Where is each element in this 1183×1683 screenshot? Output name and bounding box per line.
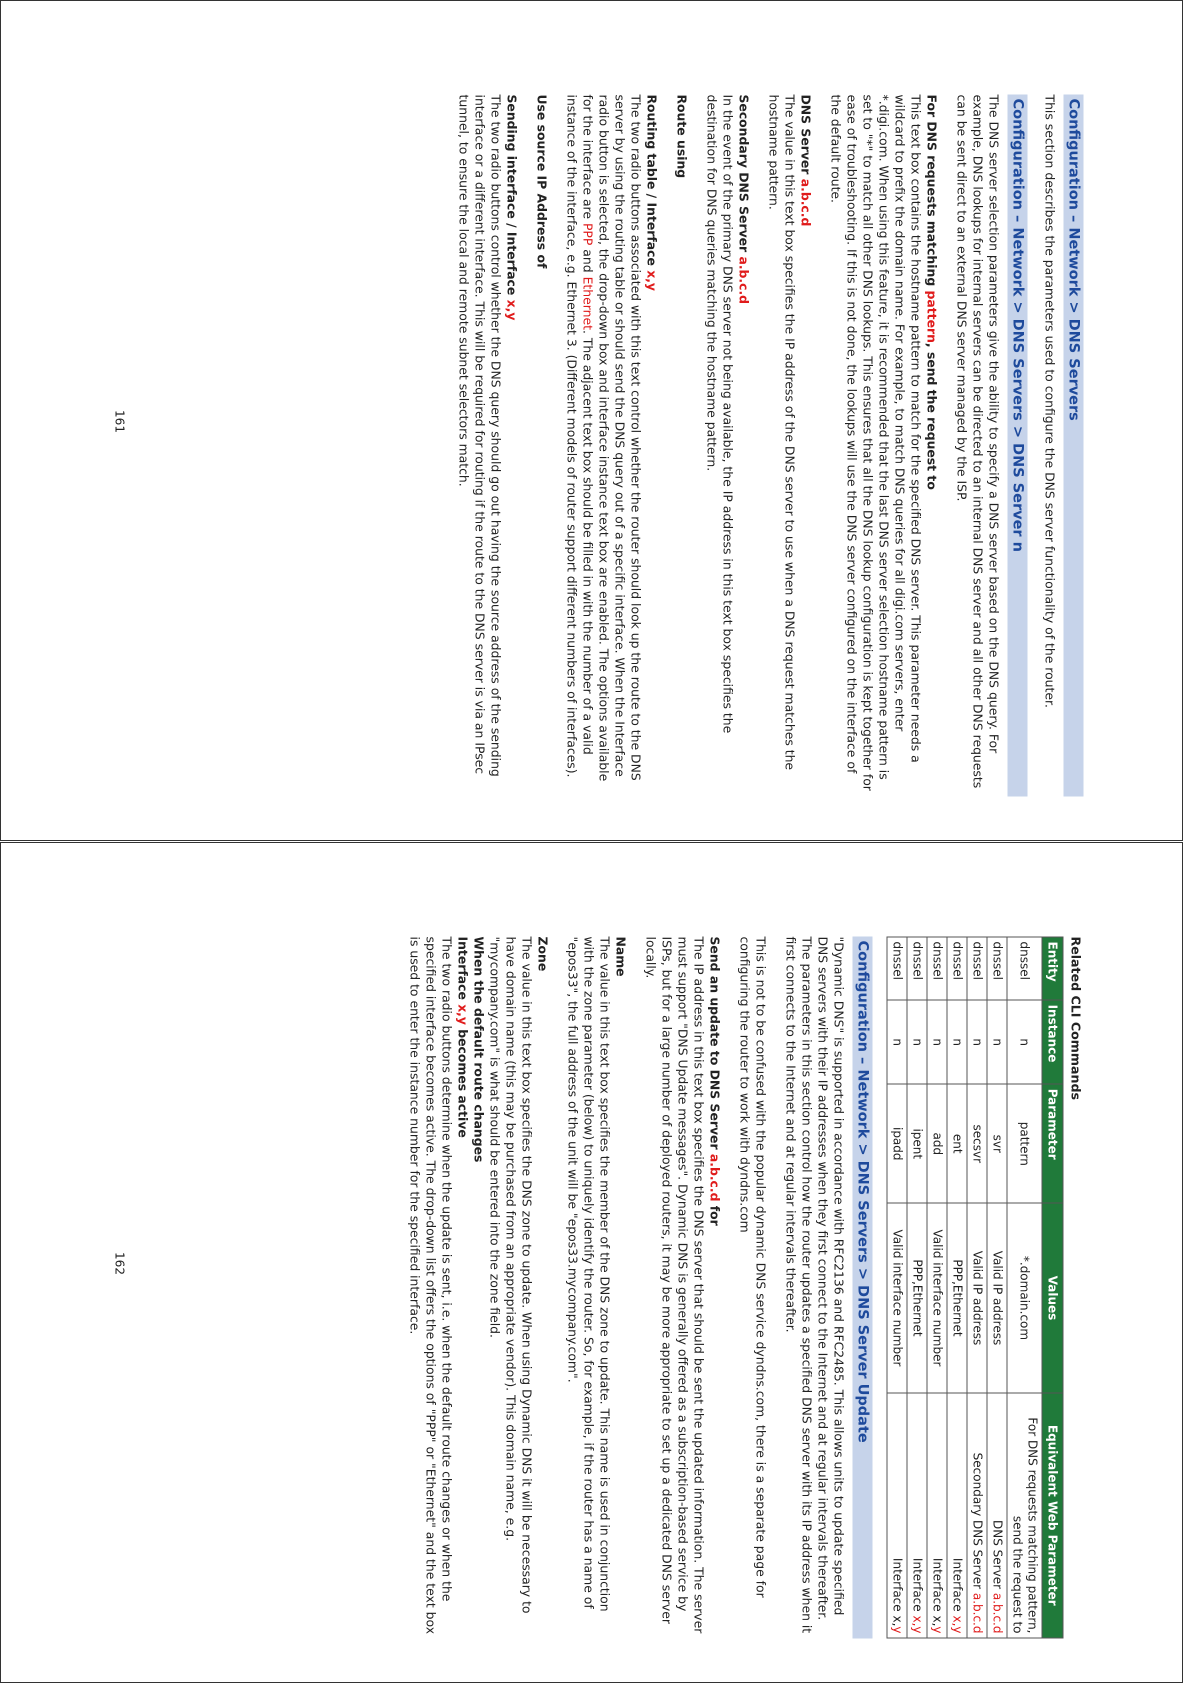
cell-entity: dnssel — [947, 937, 967, 1000]
cell-values: Valid IP address — [987, 1203, 1007, 1392]
table-row — [887, 937, 907, 1638]
use-source-heading: Use source IP Address of — [534, 94, 550, 269]
table-row — [927, 937, 947, 1638]
cell-parameter: ipent — [907, 1084, 927, 1203]
cell-web-parameter: Secondary DNS Server a.b.c.d — [967, 1393, 987, 1638]
cell-instance: n — [887, 1000, 907, 1084]
cell-instance: n — [967, 1000, 987, 1084]
cell-parameter: pattern — [1007, 1084, 1042, 1203]
cell-entity: dnssel — [967, 937, 987, 1000]
cell-instance: n — [1007, 1000, 1042, 1084]
page-162 — [0, 842, 1183, 1683]
pattern-block — [828, 95, 940, 797]
cell-values: *.domain.com — [1007, 1203, 1042, 1392]
default-route-heading: When the default route changes — [471, 936, 487, 1163]
page-162-rotated — [1, 844, 1183, 1683]
pattern-body: This text box contains the hostname pattern to match for the specified DNS server. This parameter needs a wildcard to prefix the domain name. For example, to match DNS queries for all digi.com servers, enter *.digi.com. When using this feature, it is recommended that the last DNS server selection hostname pattern is set to "*" to match all other DNS lookups. This ensures that all the DNS lookup configuration is kept together for ease of troubleshooting. If this is not done, the lookups will use the DNS server configured on the interface of the default route. — [828, 94, 924, 791]
sending-block — [456, 95, 520, 797]
dns-server-body: The value in this text box specifies the IP address of the DNS server to use when a DNS request matches the hostname pattern. — [766, 94, 798, 771]
name-heading: Name — [613, 936, 629, 977]
cell-web-parameter: For DNS requests matching pattern, send the request to — [1007, 1393, 1042, 1638]
cell-web-parameter: Interface x,y — [927, 1393, 947, 1638]
dns-server-heading: DNS Server a.b.c.d — [798, 94, 814, 227]
name-block — [565, 937, 629, 1639]
interface-active-body: The two radio buttons determine when the update is sent, i.e. when the default route changes or when the specified interface becomes active. The drop-down list offers the options of "PPP" or "Ethernet" and the text box is used to enter the instance number for the specified interface. — [407, 936, 455, 1635]
cell-web-parameter: Interface x,y — [887, 1393, 907, 1638]
cell-parameter: ipadd — [887, 1084, 907, 1203]
page-161-content — [442, 95, 1084, 797]
table-body — [887, 937, 1042, 1638]
section-intro: This section describes the parameters used to configure the DNS server functionality of the router. — [1042, 94, 1058, 708]
cell-instance: n — [947, 1000, 967, 1084]
dns-server-block — [766, 95, 814, 797]
cell-values: PPP,Ethernet — [947, 1203, 967, 1392]
header-entity: Entity — [1042, 937, 1063, 1000]
cell-values: Valid interface number — [927, 1203, 947, 1392]
cell-values: Valid IP address — [967, 1203, 987, 1392]
section-intro: "Dynamic DNS" is supported in accordance with RFC2136 and RFC2485. This allows units to update specified DNS servers with their IP addresses when they first connect to the Internet and at regular intervals thereafter. The parameters in this section control how the router updates a specified DNS server with its IP address when it first connects to the Internet and at regular intervals thereafter. — [783, 936, 847, 1634]
sending-body: The two radio buttons control whether the DNS query should go out having the source address of the sending interface or a different interface. This will be required for routing if the route to the DNS server is via an IPsec tunnel, to ensure the local and remote subnet selectors match. — [456, 94, 504, 777]
header-values: Values — [1042, 1203, 1063, 1392]
table-row — [967, 937, 987, 1638]
send-update-body: The IP address in this text box specifies the DNS server that should be sent the updated information. The server must support "DNS Update messages". Dynamic DNS is generally offered as a subscription-based service by ISPs, but for a large number of deployed routers, it may be more appropriate to set up a dedicated DNS server locally. — [643, 936, 707, 1634]
table-row — [1007, 937, 1042, 1638]
secondary-dns-block — [704, 95, 752, 797]
cell-parameter: secsvr — [967, 1084, 987, 1203]
sending-heading: Sending interface / Interface x,y — [504, 94, 520, 321]
cell-entity: dnssel — [987, 937, 1007, 1000]
routing-heading: Routing table / Interface x,y — [644, 94, 660, 291]
subsection-title: Configuration – Network > DNS Servers > DNS Server n — [1008, 95, 1028, 797]
table-title: Related CLI Commands — [1068, 936, 1084, 1100]
dyndns-note: This is not to be confused with the popular dynamic DNS service dyndns.com, there is a separate page for configuring the router to work with dyndns.com — [737, 936, 769, 1598]
interface-active-block — [407, 937, 471, 1639]
header-web-parameter: Equivalent Web Parameter — [1042, 1393, 1063, 1638]
cell-instance: n — [927, 1000, 947, 1084]
table-row — [987, 937, 1007, 1638]
cell-web-parameter: Interface x,y — [907, 1393, 927, 1638]
cell-parameter: ent — [947, 1084, 967, 1203]
route-using-heading: Route using — [674, 94, 690, 179]
table-row — [907, 937, 927, 1638]
header-instance: Instance — [1042, 1000, 1063, 1084]
cell-entity: dnssel — [907, 937, 927, 1000]
section-title: Configuration – Network > DNS Servers > DNS Server Update — [853, 937, 873, 1639]
routing-body: The two radio buttons associated with this text control whether the router should look up the route to the DNS server by using the routing table or should send the DNS query out of a specific interface. When the Interface radio button is selected, the drop-down box and interface instance text box are enabled. The options available for the interface are PPP and Ethernet. The adjacent text box should be filled in with the number of a valid instance of the interface, e.g. Ethernet 3. (Different models of router support different numbers of interfaces). — [564, 94, 644, 782]
cell-instance: n — [907, 1000, 927, 1084]
secondary-dns-heading: Secondary DNS Server a.b.c.d — [736, 94, 752, 305]
routing-block — [564, 95, 660, 797]
page-162-content — [393, 937, 1084, 1639]
page-161-rotated — [1, 2, 1183, 842]
cli-commands-table — [887, 937, 1064, 1639]
cell-instance: n — [987, 1000, 1007, 1084]
name-body: The value in this text box specifies the member of the DNS zone to update. This name is used in conjunction with the zone parameter (below) to uniquely identify the router. So, for example, if the router has a name of "epos33", the full address of the unit will be "epos33.mycompany.com". — [565, 936, 613, 1612]
cell-entity: dnssel — [927, 937, 947, 1000]
cell-values: Valid interface number — [887, 1203, 907, 1392]
zone-body: The value in this text box specifies the DNS zone to update. When using Dynamic DNS it will be necessary to have domain name (this may be purchased from an appropriate vendor). This domain name, e.g. "mycompany.com" is what should be entered into the zone field. — [487, 936, 535, 1614]
send-update-block — [643, 937, 723, 1639]
cell-parameter: add — [927, 1084, 947, 1203]
cell-values: PPP,Ethernet — [907, 1203, 927, 1392]
zone-block — [487, 937, 551, 1639]
table-header-row — [1042, 937, 1063, 1638]
cell-web-parameter: Interface x,y — [947, 1393, 967, 1638]
interface-active-heading: Interface x,y becomes active — [455, 936, 471, 1138]
section-title: Configuration – Network > DNS Servers — [1064, 95, 1084, 797]
pattern-heading: For DNS requests matching pattern, send the request to — [924, 94, 940, 490]
table-row — [947, 937, 967, 1638]
page-number: 161 — [112, 410, 127, 433]
secondary-dns-body: In the event of the primary DNS server not being available, the IP address in this text box specifies the destination for DNS queries matching the hostname pattern. — [704, 94, 736, 734]
send-update-heading: Send an update to DNS Server a.b.c.d for — [707, 936, 723, 1226]
cell-parameter: svr — [987, 1084, 1007, 1203]
cell-web-parameter: DNS Server a.b.c.d — [987, 1393, 1007, 1638]
page-number: 162 — [112, 1252, 127, 1275]
zone-heading: Zone — [535, 936, 551, 972]
header-parameter: Parameter — [1042, 1084, 1063, 1203]
page-161 — [0, 0, 1183, 841]
cell-entity: dnssel — [887, 937, 907, 1000]
cell-entity: dnssel — [1007, 937, 1042, 1000]
subsection-intro: The DNS server selection parameters give the ability to specify a DNS server based on the DNS query. For example, DNS lookups for internal servers can be directed to an internal DNS server and all other DNS requests can be sent direct to an external DNS server managed by the ISP. — [954, 94, 1002, 789]
